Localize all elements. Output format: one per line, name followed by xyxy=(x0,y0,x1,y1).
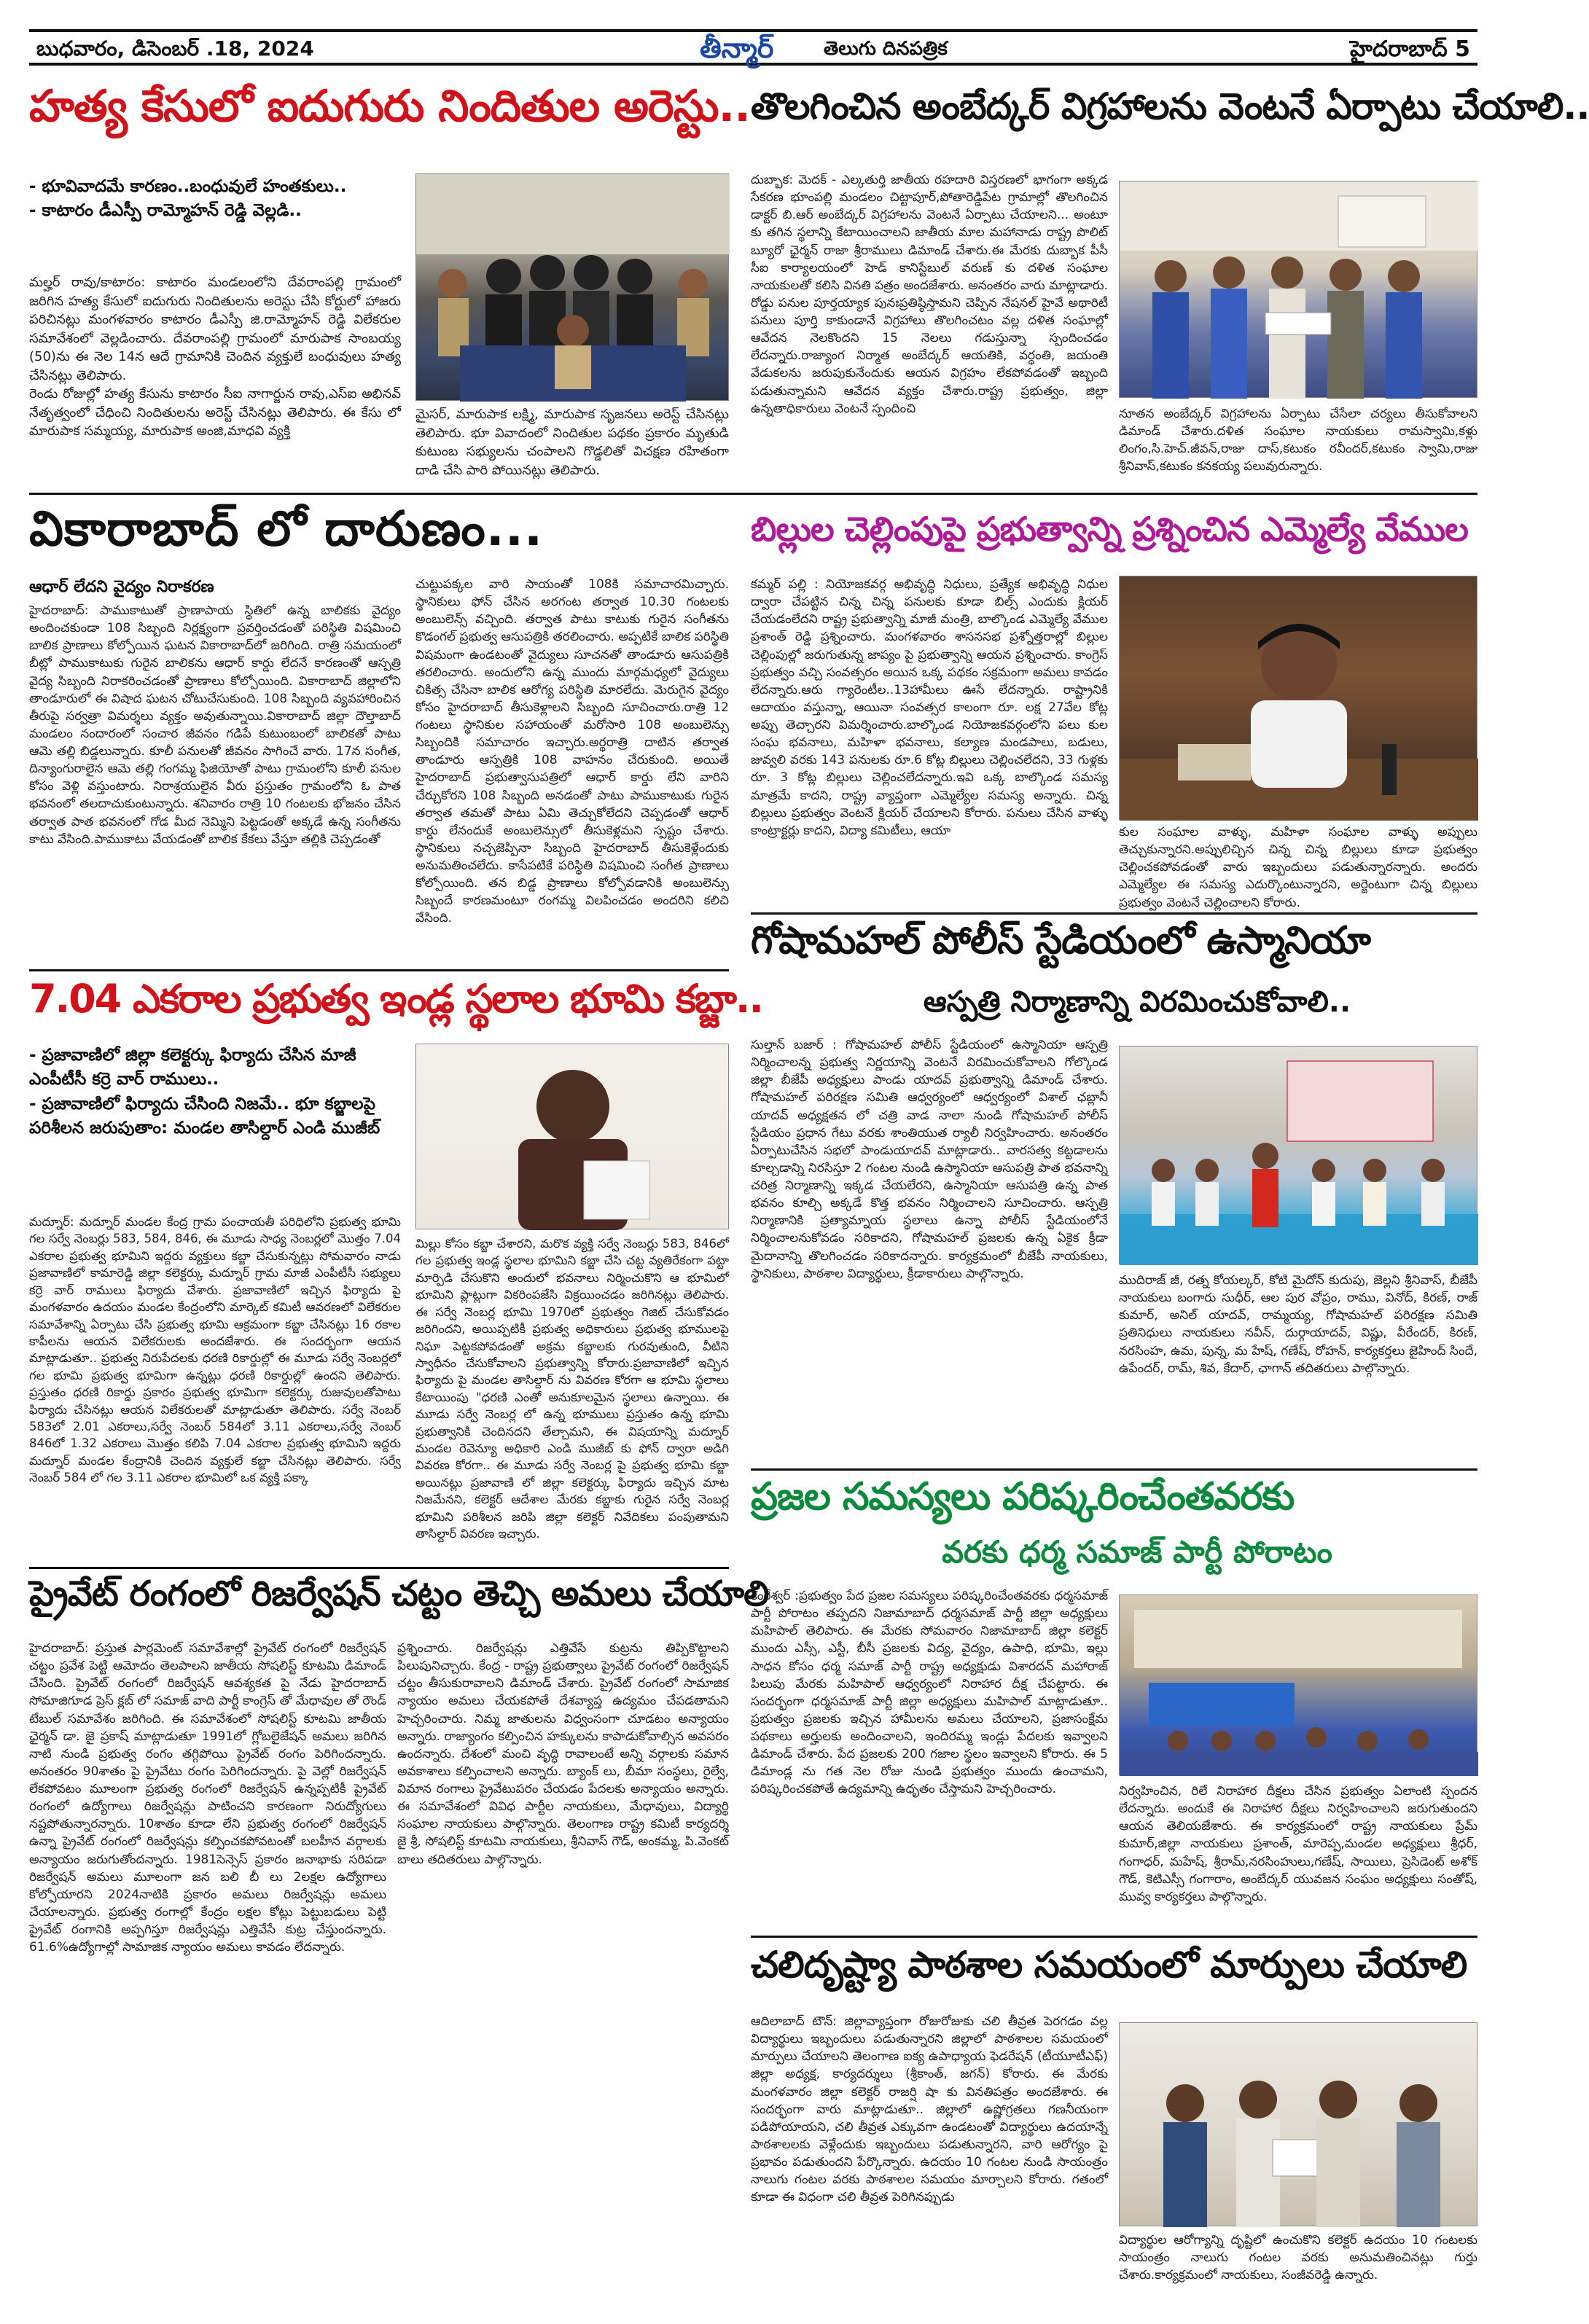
body-dharma-samaj: కంఠేశ్వర్ :ప్రభుత్వం పేద ప్రజల సమస్యలు పరిష్కరించేంతవరకు ధర్మసమాజ్ పార్టీ పోరాటం తప్పదని నిజామాబాద్ ధర్మసమాజ్ పార్టీ జిల్లా అధ్యక్షులు మహిపాల్ తెలిపారు. ఈ మేరకు సోమవారం నిజామాబాద్ జిల్లా కలెక్టర్ ముందు ఎస్సీ, ఎస్టీ, బీసీ ప్రజలకు విద్య, వైద్యం, ఉపాధి, భూమి, ఇల్లు సాధన కోసం ధర్మ సమాజ్ పార్టీ రాష్ట్ర అధ్యక్షుడు విశారదన్ మహారాజ్ పిలుపు మేరకు మహిపాల్ ఆధ్వర్యంలో నిరాహార దీక్ష చేపట్టారు. ఈ సందర్భంగా ధర్మసమాజ్ పార్టీ జిల్లా అధ్యక్షులు మహిపాల్ మాట్లాడుతూ.. ప్రభుత్వం ప్రజలకు ఇచ్చిన హామీలను అమలు చేయాలని, ప్రజాసంక్షేమ పథకాలు అర్హులకు అందించాలని, ఇందిరమ్మ ఇండ్లు పేదలకు ఇవ్వాలని డిమాండ్ చేశారు. పేద ప్రజలకు 200 గజాల స్థలం ఇవ్వాలని కోరారు. ఈ 5 డిమాండ్ల ను గత నెల రోజు నుండి ప్రభుత్వం ముందు ఉంచామని, పరిష్కరించకపోతే ఉద్యమాన్ని ఉధృతం చేస్తామని హెచ్చరించారు. xyxy=(751,1589,1112,1797)
headline-land-grab: 7.04 ఎకరాల ప్రభుత్వ ఇండ్ల స్థలాల భూమి కబ్జా.. xyxy=(29,976,762,1022)
body-land-grab-continued: మిల్లు కోసం కబ్జా చేశారని, మరొక వ్యక్తి సర్వే నెంబర్లు 583, 846లో గల ప్రభుత్వ ఇండ్ల స్థలాల భూమిని కబ్జా చేసి చట్ట వ్యతిరేకంగా పట్టా మార్పిడి చేసుకొని అందులో భవనాలు నిర్మించుకొని ఆ భూమిలో భూమిని ప్లాట్లుగా వికరింపజేసి విక్రయించడం జరిగినట్లు తెలిపారు. ఈ సర్వే నెంబర్ల భూమి 1970లో ప్రభుత్వం గెజిట్ చేసుకోవడం జరిగిందని, అయిప్పటికీ ప్రభుత్వ అధికారులు ప్రభుత్వ భూములపై నిఘా పెట్టకపోవడంతో అక్రమ కబ్జాలకు గురవుతుంది, వీటిని స్వాధీనం చేసుకోవాలని ప్రభుత్వాన్ని కోరారు.ప్రజావాణిలో ఇచ్చిన ఫిర్యాదు పై మండల తాసిల్దార్ ను వివరణ కోరగా ఆ భూమి స్థలాలు కేటాయింపు "ధరణి ఎంతో అనుకూలమైన స్థలాలు ఉన్నాయి. ఈ మూడు సర్వే నెంబర్ల లో ఉన్న భూములు ప్రస్తుతం ఉన్న భూమి ప్రభుత్వానికి చెందినదని తేల్చామని, ఈ విషయాన్ని మద్నూర్ మండల రెవెన్యూ అధికారి ఎండి ముజీబ్ కు ఫోన్ ద్వారా అడిగి వివరణ కోరగా.. ఈ మూడు సర్వే నెంబర్ల పై ప్రభుత్వ భూమి కబ్జా అయినట్లు ప్రజావాణి లో జిల్లా కలెక్టర్కు ఫిర్యాదు ఇచ్చిన మాట నిజమేనని, కలెక్టర్ ఆదేశాల మేరకు కబ్జాకు గురైన సర్వే నెంబర్ల భూమిని పరిశీలన జరిపి జిల్లా కలెక్టర్ నివేదికలు పంపుతామని తాసిల్దార్ వివరణ ఇచ్చారు. xyxy=(415,1237,733,1541)
bullets-land-grab: - ప్రజావాణిలో జిల్లా కలెక్టర్కు ఫిర్యాదు చేసిన మాజీ ఎంపీటీసీ కర్రె వార్ రాములు.. - ప్రజావాణిలో ఫిర్యాదు చేసింది నిజమే.. భూ కబ్జాలపై పరిశీలన జరుపుతాం: మండల తాసిల్దార్ ఎండి ముజీబ్ xyxy=(29,1046,380,1138)
body-private-reservation-continued: ప్రశ్నించారు. రిజర్వేషన్లు ఎత్తివేసే కుట్రను తిప్పికొట్టాలని పిలుపునిచ్చారు. కేంద్ర - రాష్ట్ర ప్రభుత్వాలు ప్రైవేట్ రంగంలో రిజర్వేషన్ చట్టం తీసుకురావాలని డిమాండ్ చేశారు. ప్రైవేట్ రంగంలో సామాజిక న్యాయం అమలు చేయకపోతే దేశవ్యాప్త ఉద్యమం చేపడతామని హెచ్చరించారు. నిమ్మ జాతులను విధ్వంసంగా చూడటం అన్యాయం అన్నారు. రాజ్యాంగం కల్పించిన హక్కులను కాపాడుకోవాల్సిన అవసరం ఉందన్నారు. దేశంలో మంచి వృద్ధి రావాలంటే అన్ని వర్గాలకు సమాన అవకాశాలు కల్పించాలని అన్నారు. బ్యాంక్ లు, బీమా సంస్థలు, రైల్వే, విమాన రంగాలు ప్రైవేటుపరం చేయడం పేదలకు అన్యాయం అన్నారు. ఈ సమావేశంలో వివిధ పార్టీల నాయకులు, మేధావులు, విద్యార్థి సంఘాల నాయకులు పాల్గొన్నారు. తెలంగాణ రాష్ట్ర కమిటీ కార్యదర్శి జై శ్రీ, సోషలిస్ట్ కూటమి నాయకులు, శ్రీనివాస్ గౌడ్, అంకమ్మ, పి.వెంకట్ బాలు తదితరులు పాల్గొన్నారు. xyxy=(397,1641,733,1867)
body-school-timings: ఆదిలాబాద్ టౌన్: జిల్లావ్యాప్తంగా రోజురోజుకు చలి తీవ్రత పెరగడం వల్ల విద్యార్థులు ఇబ్బందులు పడుతున్నారని జిల్లాలో పాఠశాలల సమయంలో మార్పులు చేయాలని తెలంగాణ ఐక్య ఉపాధ్యాయ ఫెడరేషన్ (టీయూటీఎఫ్) జిల్లా అధ్యక్ష, కార్యదర్శులు (శ్రీకాంత్, జగన్) కోరారు. ఈ మేరకు మంగళవారం జిల్లా కలెక్టర్ రాజర్షి షా కు వినతిపత్రం అందజేశారు. ఈ సందర్భంగా వారు మాట్లాడుతూ.. జిల్లాలో ఉష్ణోగ్రతలు గణనీయంగా పడిపోయాయని, చలి తీవ్రత ఎక్కువగా ఉండటంతో విద్యార్థులు ఉదయాన్నే పాఠశాలలకు వెళ్లేందుకు ఇబ్బందులు పడుతున్నారని, వారి ఆరోగ్యం పై ప్రభావం పడుతుందని పేర్కొన్నారు. ఉదయం 10 గంటల నుండి సాయంత్రం నాలుగు గంటల వరకు పాఠశాలల సమయం మార్చాలని కోరారు. గతంలో కూడా ఈ విధంగా చలి తీవ్రత పెరిగినప్పుడు xyxy=(751,2014,1112,2205)
page-city-number: హైదరాబాద్ 5 xyxy=(1350,36,1470,62)
photo-collector-petition xyxy=(1119,2022,1477,2226)
body-ambedkar-statues-continued: నూతన అంబేద్కర్ విగ్రహాలను ఏర్పాటు చేసేలా చర్యలు తీసుకోవాలని డిమాండ్ చేశారు.దళిత సంఘాల నాయకులు రామస్వామి,కళ్లు లింగం,సి.హెచ్.జీవన్,రాజు దాస్,కటుకం రవీందర్,కటుకం స్వామి,రాజు శ్రీనివాస్,కటుకం కనకయ్య పలువురున్నారు. xyxy=(1119,407,1482,474)
headline-mla-vemula: బిల్లుల చెల్లింపుపై ప్రభుత్వాన్ని ప్రశ్నించిన ఎమ్మెల్యే వేముల xyxy=(751,509,1468,549)
headline-ambedkar-statues: తొలగించిన అంబేద్కర్ విగ్రహాలను వెంటనే ఏర్పాటు చేయాలి.. xyxy=(751,85,1589,128)
photo-memorandum-submission xyxy=(1119,181,1477,398)
body-goshamahal: సుల్తాన్ బజార్ : గోషామహల్ పోలీస్ స్టేడియంలో ఉస్మానియా ఆస్పత్రి నిర్మించాలన్న ప్రభుత్వ నిర్ణయాన్ని వెంటనే విరమించుకోవాలని గోల్కొండ జిల్లా బీజేపీ అధ్యక్షులు పాండు యాదవ్ ప్రభుత్వాన్ని డిమాండ్ చేశారు. గోషామహల్ పరిరక్షణ సమితి ఆధ్వర్యంలో ఆధ్వర్యంలో విశాల్ ఛబ్లానీ యాదవ్ అధ్యక్షతన లో చత్రి వాడ నాలా నుండి గోషామహల్ పోలీస్ స్టేడియం ప్రధాన గేటు వరకు శాంతియుత ర్యాలీ నిర్వహించారు. అనంతరం ఏర్పాటుచేసిన సభలో పాండుయాదవ్ మాట్లాడారు.. వారసత్వ కట్టడాలను కూల్చడాన్ని నిరసిస్తూ 2 గంటల నుండి ఉస్మానియా ఆసుపత్రి పాత భవనాన్ని చరిత్ర నిర్మాణాన్ని ఇక్కడ చేయలేరని, ఉస్మానియా ఆసుపత్రి ఉన్న పాత భవనం కూల్చి అక్కడే కొత్త భవనం నిర్మించాలని సూచించారు. ఆస్పత్రి నిర్మాణానికి ప్రత్యామ్నాయ స్థలాలు ఉన్నా పోలీస్ స్టేడియంలోనే నిర్మించాలనుకోవడం సరికాదని, గోషామహల్ ప్రజలకు ఉన్న ఏకైక క్రీడా మైదానాన్ని తొలగించడం సరికాదన్నారు. కార్యక్రమంలో బీజేపీ నాయకులు, స్థానికులు, పాఠశాల విద్యార్థులు, క్రీడాకారులు పాల్గొన్నారు. xyxy=(751,1038,1112,1281)
bullets-murder-arrest: - భూవివాదమే కారణం..బంధువులే హంతకులు.. - కాటారం డీఎస్పీ రామ్మోహన్ రెడ్డి వెల్లడి.. xyxy=(29,177,347,221)
photo-mla-assembly xyxy=(1119,576,1477,820)
kicker-vikarabad: ఆధార్ లేదని వైద్యం నిరాకరణ xyxy=(29,578,214,596)
headline-goshamahal: గోషామహల్ పోలీస్ స్టేడియంలో ఉస్మానియా xyxy=(751,919,1370,963)
subheadline-goshamahal: ఆస్పత్రి నిర్మాణాన్ని విరమించుకోవాలి.. xyxy=(923,985,1351,1019)
left-row-divider-3 xyxy=(29,1567,729,1569)
photo-former-mptc xyxy=(415,1044,729,1229)
right-row-divider-4 xyxy=(751,1936,1477,1938)
photo-hunger-strike xyxy=(1119,1595,1477,1775)
headline-dharma-samaj: ప్రజల సమస్యలు పరిష్కరించేంతవరకు xyxy=(751,1475,1295,1519)
subheadline-dharma-samaj: వరకు ధర్మ సమాజ్ పార్టీ పోరాటం xyxy=(942,1534,1332,1570)
body-private-reservation: హైదరాబాద్: ప్రస్తుత పార్లమెంట్ సమావేశాల్లో ప్రైవేట్ రంగంలో రిజర్వేషన్ చట్టం ప్రవేశ పెట్టి ఆమోదం తెలపాలని జాతీయ సోషలిస్ట్ కూటమి డిమాండ్ చేసింది. ప్రైవేట్ రంగంలో రిజర్వేషన్ ఆవశ్యకత పై నేడు హైదరాబాద్ సోమాజిగూడ ప్రెస్ క్లబ్ లో సమాజ్ వాది పార్టీ కాంగ్రెస్ తో మేధావుల తో రౌండ్ టేబుల్ సమావేశం జరిగింది. ఈ సమావేశంలో సోషలిస్ట్ కూటమి జాతీయ ఛైర్మన్ డా. జై ప్రకాష్ మాట్లాడుతూ 1991లో గ్లోబలైజేషన్ అమలు జరిగిన నాటి నుండి ప్రభుత్వ రంగం తగ్గిపోయి ప్రైవేట్ రంగం పెరిగిందన్నారు. అనంతరం 90శాతం పై ప్రైవేటు రంగం పెరిగిందన్నారు. పై వెల్లో రిజర్వేషన్ లేకపోవటం మూలంగా ప్రభుత్వ రంగంలో రిజర్వేషన్ ఉన్నప్పటికీ ప్రైవేట్ రంగంలో ఉద్యోగాలు రిజర్వేషన్లు పాటించని కారణంగా నిరుద్యోగులు నష్టపోతున్నారన్నారు. 10శాతం కూడా లేని ప్రభుత్వ రంగంలో రిజర్వేషన్ ఉన్నా ప్రైవేట్ రంగంలో రిజర్వేషన్లు కల్పించకపోవటంతో బలహీన వర్గాలకు అన్యాయం జరుగుతోందన్నారు. 1981సెన్సెస్ ప్రకారం జనాభాకు సరిపడా రిజర్వేషన్ అమలు మూలంగా జన బలి బీ లు 2లక్షల ఉద్యోగాలు కోల్పోయారని 2024నాటికి ప్రకారం అమలు రిజర్వేషన్లు అమలు చేయాలన్నారు. ప్రభుత్వ రంగాల్లో కేంద్రం లక్షల కోట్లు పెట్టుబడులు పెట్టి ప్రైవేట్ రంగానికి అప్పగిస్తూ రిజర్వేషన్లు ఎత్తివేసే కుట్ర చేస్తుందన్నారు. 61.6%ఉద్యోగాల్లో సామాజిక న్యాయం అమలు కావడం లేదన్నారు. xyxy=(29,1641,391,1955)
body-dharma-samaj-continued: నిర్వహించిన, రిలే నిరాహార దీక్షలు చేసిన ప్రభుత్వం ఏలాంటి స్పందన లేదన్నారు. అందుకే ఈ నిరాహార దీక్షలు నిర్వహించాలని జరుగుతుందని ఆయన తెలియజేశారు. ఈ కార్యక్రమంలో రాష్ట్ర నాయకులు ప్రేమ్ కుమార్,జిల్లా నాయకులు ప్రశాంత్, మారెప్ప,మండల అధ్యక్షులు శ్రీధర్, గంగాధర్, మహేష్, శ్రీరామ్,నరసింహులు,గణేష్, సాయిలు, ప్రెసిడెంట్ అశోక్ గౌడ్, కెటిఎస్సీ గంగారాం, అంబేద్కర్ యువజన సంఘం అధ్యక్షులు సంతోష్, మువ్వ కార్యకర్తలు పాల్గొన్నారు. xyxy=(1119,1784,1482,1904)
paper-logo: తీన్మార్ xyxy=(700,32,774,64)
left-row-divider-2 xyxy=(29,969,729,971)
body-mla-vemula: కమ్మర్ పల్లి : నియోజకవర్గ అభివృద్ధి నిధులు, ప్రత్యేక అభివృద్ధి నిధుల ద్వారా చేపట్టిన చిన్న చిన్న పనులకు కూడా బిల్స్ ఎందుకు క్లియర్ చేయడంలేదని రాష్ట్ర ప్రభుత్వాన్ని మాజీ మంత్రి, బాల్కొండ ఎమ్మెల్యే వేముల ప్రశాంత్ రెడ్డి ప్రశ్నించారు. మంగళవారం శాసనసభ ప్రశ్నోత్తరాల్లో బిల్లుల చెల్లింపుల్లో జరుగుతున్న జాప్యం పై ప్రభుత్వాన్ని ఆయన ప్రశ్నించారు. కాంగ్రెస్ ప్రభుత్వం వచ్చి సంవత్సరం అయిన ఒక్క పథకం సక్రమంగా అమలు కావడం లేదన్నారు.ఆరు గ్యారెంటీల..13హామీలు ఊసే లేదన్నారు. రాష్ట్రానికి ఆదాయం వస్తున్నా, ఆయినా సంవత్సర కాలంగా రూ. లక్ష 27వేల కోట్ల అప్పు తెచ్చారని విమర్శించారు.బాల్కొండ నియోజకవర్గంలోని పలు కుల సంఘ భవనాలు, మహిళా భవనాలు, కల్యాణ మండపాలు, బడులు, జువ్వలి వరకు 143 పనులకు రూ.6 కోట్ల బిల్లులు చెల్లించలేదని, 33 గుళ్లకు రూ. 3 కోట్ల బిల్లులు చెల్లించలేదన్నారు.ఇవి ఒక్క బాల్కొండ సమస్య మాత్రమే కాదని, రాష్ట్ర వ్యాప్తంగా ఎమ్మెల్యేల సమస్య అన్నారు. చిన్న బిల్లులు ప్రభుత్వం వెంటనే క్లియర్ చేయాలని కోరారు. పనులు చేసిన వాళ్ళు కాంట్రాక్టర్లు కాదని, విద్యా కమిటీలు, ఆయా xyxy=(751,577,1112,838)
strike-photo-illustration xyxy=(1120,1595,1478,1776)
photo-police-press-meet xyxy=(415,173,729,401)
row-divider xyxy=(29,493,1477,495)
body-mla-vemula-continued: కుల సంఘాల వాళ్ళు, మహిళా సంఘాల వాళ్ళు అప్పులు తెచ్చుకున్నారని.అప్పులిచ్చిన చిన్న చిన్న బిల్లులు కూడా ప్రభుత్వం చెల్లించకపోవడంతో వారు ఇబ్బందులు పడుతున్నారన్నారు. అందరు ఎమ్మెల్యేల ఈ సమస్య ఎదుర్కొంటున్నారని, అర్జెంటుగా చిన్న బిల్లులు ప్రభుత్వం వెంటనే చెల్లించాలని కోరారు. xyxy=(1119,825,1482,910)
mla-photo-illustration xyxy=(1120,576,1478,821)
police-photo-illustration xyxy=(416,174,730,402)
body-murder-arrest-continued: మైసర్, మారుపాక లక్ష్మి, మారుపాక సృజనలు అరెస్ట్ చేసినట్లు తెలిపారు. భూ వివాదంలో నిందితుల పథకం ప్రకారం మృతుడి కుటుంబ సభ్యులను చంపాలని గొడ్డలితో విచక్షణ రహితంగా దాడి చేసి పారి పోయినట్లు తెలిపారు. xyxy=(415,407,733,478)
body-land-grab: మద్నూర్: మద్నూర్ మండల కేంద్ర గ్రామ పంచాయతీ పరిధిలోని ప్రభుత్వ భూమి గల సర్వే నెంబర్లు 583, 584, 846, ఈ మూడు సాధ్య నెంబర్లలో మొత్తం 7.04 ఎకరాల ప్రభుత్వ భూమిని ఇద్దరు వ్యక్తులు కబ్జా చేసుకున్నట్లు సోమవారం నాడు ప్రజావాణిలో కామారెడ్డి జిల్లా కలెక్టర్కు మద్నూర్ గ్రామ మాజీ ఎంపీటీసీ సభ్యులు కర్రె వార్ రాములు ఫిర్యాదు చేశారు. ప్రజావాణిలో ఇచ్చిన ఫిర్యాదు పై మంగళవారం ఉదయం మండల కేంద్రంలోని మార్కెట్ కమిటీ ఆవరణలో విలేకరుల సమావేశాన్ని ఏర్పాటు చేసి ప్రభుత్వ భూమి ఆక్రమంగా కబ్జా చేసినట్లు 16 రకాల కాపీలను ఆయన విలేకరులకు అందజేశారు. ఈ సందర్భంగా ఆయన మాట్లాడుతూ.. ప్రభుత్వ నిరుపేదలకు ధరణి రికార్డుల్లో ఈ మూడు సర్వే నెంబర్లలో గల భూమి ప్రభుత్వ భూమిగా ఉన్నట్లు ధరణి రికార్డుల్లో ఉందని తెలిపారు. ప్రస్తుతం ధరణి రికార్డు ప్రకారం ప్రభుత్వ భూమిగా కలెక్టర్కు రుజువులతోపాటు ఫిర్యాదు చేసినట్లు ఆయన విలేకరులతో మాట్లాడుతూ తెలిపారు. సర్వే నెంబర్ 583లో 2.01 ఎకరాలు,సర్వే నెంబర్ 584లో 3.11 ఎకరాలు,సర్వే నెంబర్ 846లో 1.32 ఎకరాలు మొత్తం కలిపి 7.04 ఎకరాల ప్రభుత్వ భూమిని ఇద్దరు మద్నూర్ మండల కేంద్రానికి చెందిన వ్యక్తులే కబ్జా చేసినట్లు తెలిపారు. సర్వే నెంబర్ 584 లో గల 3.11 ఎకరాల భూమిలో ఒక వ్యక్తి పక్కా xyxy=(29,1215,405,1485)
paper-tagline: తెలుగు దినపత్రిక xyxy=(824,38,948,60)
mptc-photo-illustration xyxy=(416,1044,730,1230)
body-ambedkar-statues: దుబ్బాక: మెదక్ - ఎల్కతుర్తి జాతీయ రహదారి విస్తరణలో భాగంగా అక్కడ సేకరణ భూంపల్లి మండలం చిట్టాపూర్,పోతారెడ్డిపేట గ్రామాల్లో తొలగించిన డాక్టర్ బి.ఆర్ అంబేద్కర్ విగ్రహాలను వెంటనే ఏర్పాటు చేయాలని... అంటూ కు తగిన స్థలాన్ని కేటాయించాలని జాతీయ మాల మహానాడు రాష్ట్ర పొలిట్ బ్యూరో ఛైర్మన్ రాజా శ్రీరాములు డిమాండ్ చేశారు.ఈ మేరకు దుబ్బాక పీసీ సీఐ కార్యాలయంలో హెడ్ కానిస్టేబుల్ వరుణ్ కు దళిత సంఘాల నాయకులతో కలిసి వినతి పత్రం అందజేశారు. అనంతరం వారు మాట్లాడారు. రోడ్డు పనుల పూర్తయ్యాక పునఃప్రతిష్ఠిస్తామని చెప్పిన నేషనల్ హైవే అథారిటీ పనులు పూర్తి కాకుండానే విగ్రహాలు తొలగించటం వల్ల దళిత సంఘాల్లో ఆవేదన నెలకొందని 15 నెలలు గడుస్తున్నా స్పందించడం లేదన్నారు.రాజ్యాంగ నిర్మాత అంబేద్కర్ ఆయతికి, వర్ధంతి, జయంతి వేడుకలను జరుపుకునేందుకు ఆయన విగ్రహం లేకపోవడంతో ఇబ్బంది పడుతున్నామని ఆవేదన వ్యక్తం చేశారు.రాష్ట్ర ప్రభుత్వం, జిల్లా ఉన్నతాధికారులు వెంటనే స్పందించి xyxy=(751,173,1112,416)
headline-vikarabad: వికారాబాద్ లో దారుణం... xyxy=(29,501,544,557)
issue-date: బుధవారం, డిసెంబర్ .18, 2024 xyxy=(36,36,314,60)
body-goshamahal-continued: ముదిరాజ్ జీ, రత్న కోయల్కర్, కోటి మైదోన్ కుదుపు, జెల్లని శ్రీనివాస్, బీజేపీ నాయకులు బంగారు సుధీర్, ఆల పుర వోప్రం, రాము, వినోద్, కిరణ్, రాజ్ కుమార్, అనిల్ యాదవ్, రామ్మయ్య, గోషామహల్ పరిరక్షణ సమితి ప్రతినిధులు నాయకులు నవీన్, దుర్గాయాదవ్, విష్ణు, వీరేందర్, కిరణ్, నరసింహ, ఉమ, పున్న, మ హేష్, గణేష్, రోహన్, కార్యకర్తలు జైహింద్ సిందే, ఉపేందర్, రామ్, శివ, కేదార్, ఛాగాన్ తదితరులు పాల్గొన్నారు. xyxy=(1119,1273,1482,1376)
photo-goshamahal-rally xyxy=(1119,1046,1477,1264)
right-row-divider-3 xyxy=(751,1468,1477,1471)
body-vikarabad-continued: చుట్టుపక్కల వారి సాయంతో 108కి సమాచారమిచ్చారు. స్థానికులు ఫోన్ చేసిన అరగంట తర్వాత 10.30 గంటలకు అంబులెన్స్ వచ్చింది. తర్వాత పాటు కాటుకు గురైన సంగీతను కొడంగల్ ప్రభుత్వ ఆసుపత్రికి తరలించారు. అప్పటికే బాలిక పరిస్థితి విషమంగా ఉండటంతో వైద్యులు సూచనతో తాండూరు ఆసుపత్రికి తరలించారు. అందులోని ఉన్న ముందు మార్గమధ్యలో వైద్యులు చికిత్స చేసినా బాలిక ఆరోగ్య పరిస్థితి మారలేదు. మెరుగైన వైద్యం కోసం హైదరాబాద్ తీసుకెళ్లాలని సిబ్బంది సూచించారు.రాత్రి 12 గంటలు స్థానికుల సహాయంతో మరోసారి 108 అంబులెన్సు సిబ్బందికి సమాచారం ఇచ్చారు.అర్థరాత్రి దాటిన తర్వాత తాండూరు ఆస్పత్రికి 108 వాహనం చేరుకుంది. అయితే హైదరాబాద్ ప్రభుత్వాసుపత్రిలో ఆధార్ కార్డు లేని వారిని చేర్చుకోరని 108 సిబ్బంది అనడంతో పాటు పాముకాటుకు గురైన తర్వాత తమతో పాటు ఏమి తెచ్చుకోలేదని చెప్పడంతో ఆధార్ కార్డు లేనందుకే అంబులెన్సులో తీసుకెళ్లమని స్పష్టం చేశారు. స్థానికులు నచ్చజెప్పినా సిబ్బంది హైదరాబాద్ తీసుకెళ్లేందుకు అనుమతించలేదు. కాసేపటికే పరిస్థితి విషమించి సంగీత ప్రాణాలు కోల్పోయింది. తన బిడ్డ ప్రాణాలు కోల్పోవడానికి అంబులెన్సు సిబ్బందే కారణమంటూ రంగమ్మ విలపించడం అందరిని కలిచి వేసింది. xyxy=(415,577,733,926)
body-murder-arrest: మల్హర్ రావు/కాటారం: కాటారం మండలంలోని దేవరాంపల్లి గ్రామంలో జరిగిన హత్య కేసులో ఐదుగురు నిందితులను అరెస్టు చేసి కోర్టులో హాజరు పరిచినట్లు మంగళవారం కాటారం డీఎస్పీ జి.రామ్మోహన్ రెడ్డి విలేకరుల సమావేశంలో వెల్లడించారు. దేవరాంపల్లి గ్రామంలో మారుపాక సాంబయ్య (50)ను ఈ నెల 14న ఆదే గ్రామానికి చెందిన వ్యక్తులే బంధువులు హత్య చేసినట్లు తెలిపారు. రెండు రోజుల్లో హత్య కేసును కాటారం సీఐ నాగార్జున రావు,ఎస్‌ఐ అభినవ్ నేతృత్వంలో చేధించి నిందితులను అరెస్ట్ చేసినట్లు తెలిపారు. ఈ కేసు లో మారుపాక సమ్మయ్య, మారుపాక అంజి,మాధవి వ్యక్తి xyxy=(29,275,401,439)
headline-private-reservation: ప్రైవేట్ రంగంలో రిజర్వేషన్ చట్టం తెచ్చి అమలు చేయాలి xyxy=(29,1573,769,1614)
body-vikarabad: హైదరాబాద్: పాముకాటుతో ప్రాణాపాయ స్థితిలో ఉన్న బాలికకు వైద్యం అందించకుండా 108 సిబ్బంది నిర్లక్ష్యంగా ప్రవర్తించడంతో పరిస్థితి విషమించి బాలిక ప్రాణాలు కోల్పోయిన ఘటన వికారాబాద్‌లో జరిగింది. రాత్రి సమయంలో బీట్లో పాముకాటుకు గురైన బాలికను ఆధార్ కార్డు లేదనే కారణంతో ఆస్పత్రి వైద్య సిబ్బంది నిరాకరించడంతో ప్రాణాలు కోల్పోయింది. వికారాబాద్ జిల్లాలోని తాండూరులో ఈ విషాద ఘటన చోటుచేసుకుంది. 108 సిబ్బంది వ్యవహారించిన తీరుపై సర్వత్రా విమర్శలు వ్యక్తం అవుతున్నాయి.వికారాబాద్ జిల్లా దౌల్తాబాద్ మండలం నందారంలో సంచార జీవనం గడిపే కుటుంబంలో బాలికతో పాటు ఆమె తల్లి బిడ్డలున్నారు. కూలీ పనులతో జీవనం సాగించే వారు. 17న సంగీత, దిన్యాంగురాలైన ఆమె తల్లి గంగమ్మ ఫిజియోతో పాటు గ్రామంలోని కూలీ పనుల కోసం వెళ్లి వస్తుంటారు. నిరాశ్రయులైన వీరు ప్రస్తుతం గ్రామంలోని ఓ పాత భవనంలో తలదాచుకుంటున్నారు. శనివారం రాత్రి 10 గంటలకు భోజనం చేసిన తర్వాత పాత భవనంలో గోడ మీద నెమ్మిని పెట్టడంతో అక్కడే ఉన్న సంగీతను కాటు వేసింది.పాముకాటు వేయడంతో బాలిక కేకలు వేస్తూ తల్లికి చెప్పడంతో xyxy=(29,603,405,847)
right-row-divider-2 xyxy=(751,912,1477,915)
headline-school-timings: చలిదృష్ట్యా పాఠశాల సమయంలో మార్పులు చేయాలి xyxy=(751,1944,1467,1986)
headline-murder-arrest: హత్య కేసులో ఐదుగురు నిందితుల అరెస్టు.. xyxy=(29,81,751,132)
memorandum-photo-illustration xyxy=(1120,181,1478,399)
rally-photo-illustration xyxy=(1120,1046,1478,1265)
body-school-timings-continued: విద్యార్థుల ఆరోగ్యాన్ని దృష్టిలో ఉంచుకొని కలెక్టర్ ఉదయం 10 గంటలకు సాయంత్రం నాలుగు గంటల వరకు అనుమతించినట్లు గుర్తు చేశారు.కార్యక్రమంలో నాయకులు, సంజీవరెడ్డి ఉన్నారు. xyxy=(1119,2233,1482,2283)
petition-photo-illustration xyxy=(1120,2023,1478,2227)
masthead xyxy=(29,29,1477,66)
